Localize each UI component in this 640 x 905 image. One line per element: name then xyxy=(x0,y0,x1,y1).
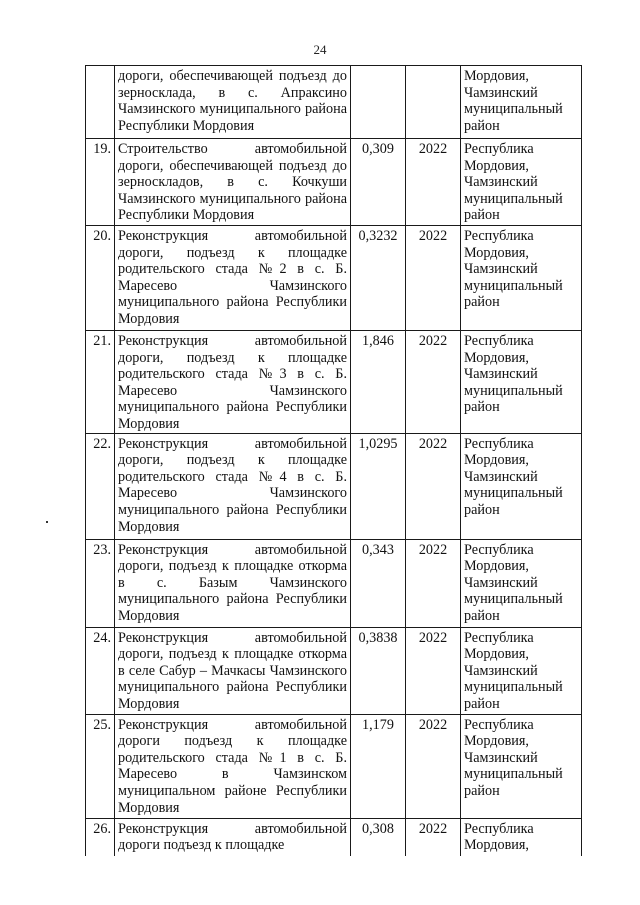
row-location: Республика Мордовия, Чамзинский муниципальный район xyxy=(461,627,582,714)
table-row xyxy=(86,226,582,331)
row-location: Республика Мордовия, Чамзинский муниципальный район xyxy=(461,226,582,331)
row-description: Реконструкция автомобильной дороги подъезд к площадке родительского стада №1 в с. Б. Маресево в Чамзинском муниципальном районе Республики Мордовия xyxy=(115,714,351,818)
table-row xyxy=(86,818,582,856)
row-description: дороги, обеспечивающей подъезд до зерносклада, в с. Апраксино Чамзинского муниципального района Республики Мордовия xyxy=(115,66,351,139)
row-number: 20. xyxy=(86,226,115,331)
page-number: 24 xyxy=(313,42,327,57)
row-number: 19. xyxy=(86,139,115,226)
row-description: Реконструкция автомобильной дороги подъезд к площадке xyxy=(115,818,351,856)
row-number xyxy=(86,66,115,139)
row-year: 2022 xyxy=(406,433,461,539)
row-location: Республика Мордовия, xyxy=(461,818,582,856)
row-distance xyxy=(351,66,406,139)
row-description: Реконструкция автомобильной дороги, подъезд к площадке родительского стада №3 в с. Б. Маресево Чамзинского муниципального района Республики Мордовия xyxy=(115,331,351,434)
row-number: 26. xyxy=(86,818,115,856)
table-body xyxy=(86,66,582,857)
table-row xyxy=(86,714,582,818)
row-location: Республика Мордовия, Чамзинский муниципальный район xyxy=(461,539,582,627)
row-location: Республика Мордовия, Чамзинский муниципальный район xyxy=(461,139,582,226)
row-location: Республика Мордовия, Чамзинский муниципальный район xyxy=(461,714,582,818)
row-description: Строительство автомобильной дороги, обеспечивающей подъезд до зерноскладов, в с. Кочкуши Чамзинского муниципального района Республики Мордовия xyxy=(115,139,351,226)
row-distance: 0,309 xyxy=(351,139,406,226)
row-distance: 1,846 xyxy=(351,331,406,434)
row-location: Республика Мордовия, Чамзинский муниципальный район xyxy=(461,331,582,434)
table-row xyxy=(86,539,582,627)
row-location: Мордовия, Чамзинский муниципальный район xyxy=(461,66,582,139)
table-row xyxy=(86,627,582,714)
row-distance: 1,0295 xyxy=(351,433,406,539)
row-year: 2022 xyxy=(406,714,461,818)
table-row xyxy=(86,331,582,434)
row-distance: 0,343 xyxy=(351,539,406,627)
row-year: 2022 xyxy=(406,627,461,714)
row-year: 2022 xyxy=(406,226,461,331)
table-row xyxy=(86,433,582,539)
row-location: Республика Мордовия, Чамзинский муниципальный район xyxy=(461,433,582,539)
row-description: Реконструкция автомобильной дороги, подъезд к площадке родительского стада №2 в с. Б. Маресево Чамзинского муниципального района Республики Мордовия xyxy=(115,226,351,331)
row-number: 22. xyxy=(86,433,115,539)
row-number: 21. xyxy=(86,331,115,434)
table-row xyxy=(86,66,582,139)
row-description: Реконструкция автомобильной дороги, подъезд к площадке откорма в с. Базым Чамзинского муниципального района Республики Мордовия xyxy=(115,539,351,627)
row-distance: 1,179 xyxy=(351,714,406,818)
row-number: 24. xyxy=(86,627,115,714)
projects-table xyxy=(85,65,582,856)
row-year: 2022 xyxy=(406,818,461,856)
row-number: 25. xyxy=(86,714,115,818)
row-distance: 0,3838 xyxy=(351,627,406,714)
row-description: Реконструкция автомобильной дороги, подъезд к площадке откорма в селе Сабур – Мачкасы Чамзинского муниципального района Республики Мордовия xyxy=(115,627,351,714)
row-number: 23. xyxy=(86,539,115,627)
row-distance: 0,308 xyxy=(351,818,406,856)
row-year: 2022 xyxy=(406,139,461,226)
row-year: 2022 xyxy=(406,331,461,434)
scan-speck xyxy=(46,521,48,523)
row-year: 2022 xyxy=(406,539,461,627)
table-row xyxy=(86,139,582,226)
row-year xyxy=(406,66,461,139)
row-distance: 0,3232 xyxy=(351,226,406,331)
row-description: Реконструкция автомобильной дороги, подъезд к площадке родительского стада №4 в с. Б. Маресево Чамзинского муниципального района Республики Мордовия xyxy=(115,433,351,539)
